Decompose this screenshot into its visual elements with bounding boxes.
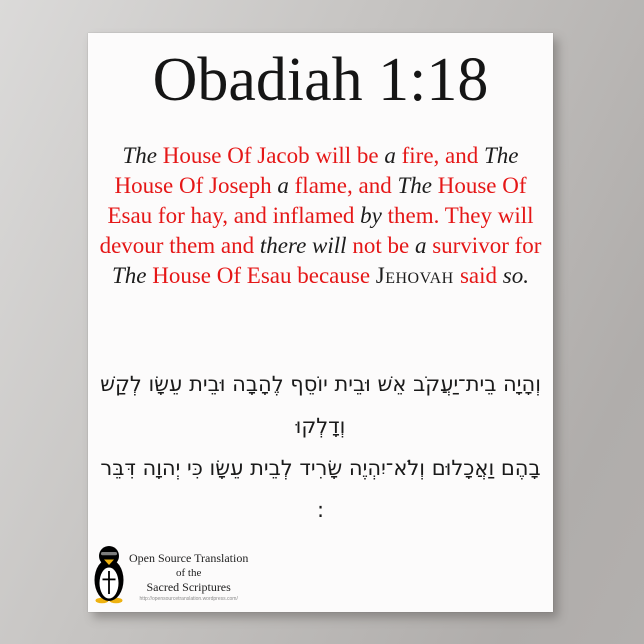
verse-segment: House Of Esau because (152, 263, 376, 288)
verse-segment: a (414, 233, 433, 258)
verse-segment: by (360, 203, 388, 228)
verse-segment: The (484, 143, 519, 168)
verse-segment: there will (259, 233, 353, 258)
verse-segment: fire, and (401, 143, 485, 168)
verse-segment: not be (352, 233, 415, 258)
logo-line-1: Open Source Translation (129, 550, 249, 565)
publisher-logo (91, 544, 248, 609)
verse-paragraph (96, 141, 545, 291)
poster-title: Obadiah 1:18 (152, 46, 489, 114)
verse-segment: Jehovah (375, 263, 460, 288)
verse-segment: so. (502, 263, 529, 288)
logo-line-2: of the (175, 566, 202, 579)
verse-segment: them. They will devour them and (99, 203, 534, 258)
logo-line-3: Sacred Scriptures (146, 579, 231, 594)
verse-segment: House Of Jacob will be (162, 143, 385, 168)
verse-segment: said (459, 263, 503, 288)
hebrew-line-1: וְהָיָה בֵית־יַעֲקֹב אֵשׁ וּבֵית יוֹסֵף לֶהָבָה וּבֵית עֵשָׂו לְקַשׁ וְדָלְקוּ (100, 372, 541, 438)
verse-segment: The (397, 173, 438, 198)
verse-segment: survivor for (432, 233, 542, 258)
verse-segment: House Of Joseph (114, 173, 278, 198)
verse-segment: The (122, 143, 163, 168)
verse-segment: House Of Esau for hay, and inflamed (107, 173, 527, 228)
hebrew-line-2: בָהֶם וַאֲכָלוּם וְלֹא־יִהְיֶה שָׂרִיד לְבֵית עֵשָׂו כִּי יְהוָה דִּבֵּר : (100, 456, 541, 522)
verse-segment: The (112, 263, 153, 288)
logo-url: http://opensourcetranslation.wordpress.com/ (139, 595, 238, 602)
logo-text-block (129, 551, 248, 603)
verse-segment: a (277, 173, 295, 198)
verse-segment: flame, and (294, 173, 398, 198)
hebrew-text (88, 363, 553, 531)
penguin-logo-icon (91, 544, 127, 609)
verse-segment: a (384, 143, 402, 168)
poster (88, 33, 553, 612)
